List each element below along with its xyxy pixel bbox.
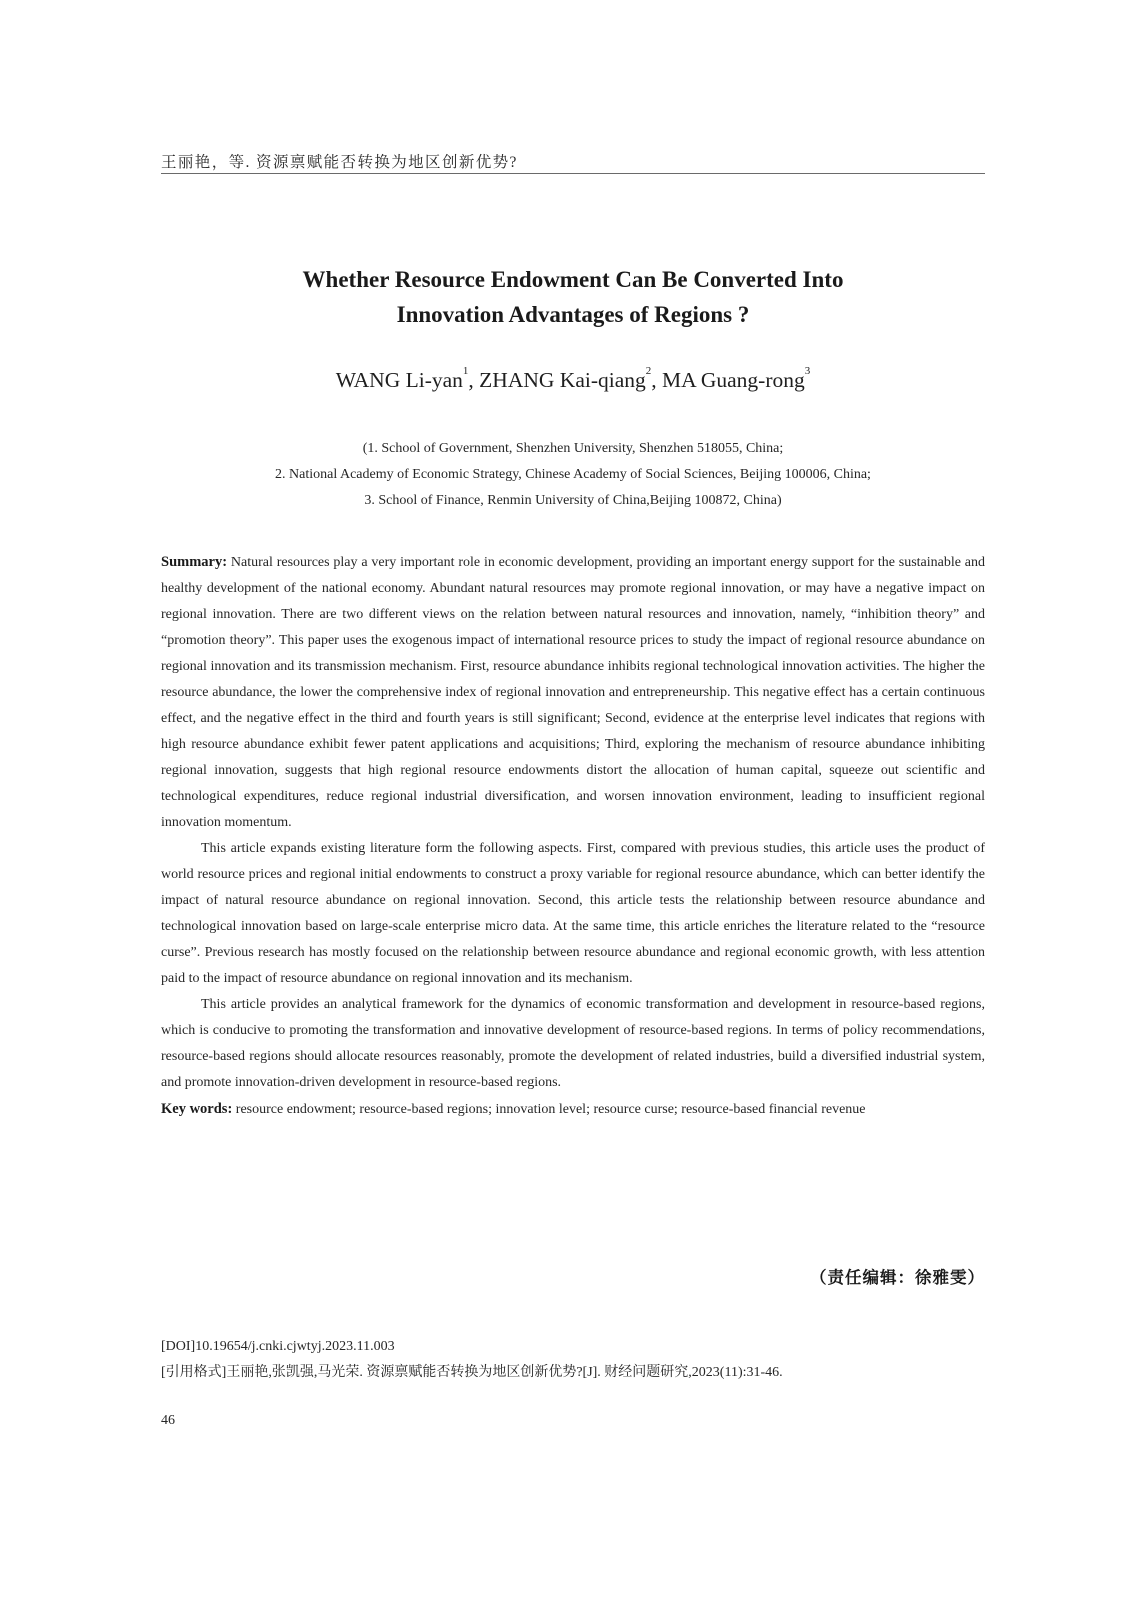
author-list [161,365,985,393]
title-line-1: Whether Resource Endowment Can Be Converted Into [302,267,844,292]
footnotes [161,1334,985,1386]
page-number: 46 [161,1413,175,1428]
keywords-paragraph [161,1096,985,1123]
affiliations [161,436,985,514]
article-title [161,262,985,332]
responsible-editor: （责任编辑：徐雅雯） [810,1268,985,1287]
affiliation-line: 3. School of Finance, Renmin University of China,Beijing 100872, China) [364,493,782,508]
abstract-paragraph [161,549,985,836]
author-name: WANG Li-yan [335,368,463,392]
title-line-2: Innovation Advantages of Regions ? [396,302,750,327]
keywords-text: resource endowment; resource-based regions; innovation level; resource curse; resource-based financial revenue [235,1102,866,1117]
author-affiliation-mark: 2 [645,365,652,377]
keywords-label: Key words: [161,1101,233,1117]
author-affiliation-mark: 1 [462,365,469,377]
header-rule [161,173,985,174]
author-affiliation-mark: 3 [804,365,811,377]
abstract-paragraph: This article expands existing literature form the following aspects. First, compared with previous studies, this article uses the product of world resource prices and regional initial endowments to construct a proxy variable for regional resource abundance, which can better identify the impact of natural resource abundance on regional innovation. Second, this article tests the relationship between resource abundance and technological innovation based on large-scale enterprise micro data. At the same time, this article enriches the literature related to the “resource curse”. Previous research has mostly focused on the relationship between resource abundance and regional economic growth, with less attention paid to the impact of resource abundance on regional innovation and its mechanism. [161,841,985,986]
author-separator: , [651,368,663,392]
doi-line: [DOI]10.19654/j.cnki.cjwtyj.2023.11.003 [161,1339,395,1354]
author-name: MA Guang-rong [662,368,805,392]
abstract-paragraph: This article provides an analytical framework for the dynamics of economic transformation and development in resource-based regions, which is conducive to promoting the transformation and innovative development of resource-based regions. In terms of policy recommendations, resource-based regions should allocate resources reasonably, promote the development of related industries, build a diversified industrial system, and promote innovation-driven development in resource-based regions. [161,997,985,1090]
affiliation-line: (1. School of Government, Shenzhen University, Shenzhen 518055, China; [362,441,784,456]
summary-label: Summary: [161,554,228,570]
affiliation-line: 2. National Academy of Economic Strategy, Chinese Academy of Social Sciences, Beijing 100006, China; [275,467,871,482]
author-separator: , [468,368,480,392]
abstract [161,549,985,1123]
citation-line: [引用格式]王丽艳,张凯强,马光荣. 资源禀赋能否转换为地区创新优势?[J]. 财经问题研究,2023(11):31-46. [161,1365,783,1380]
abstract-text: Natural resources play a very important role in economic development, providing an important energy support for the sustainable and healthy development of the national economy. Abundant natural resources may promote regional innovation, or may have a negative impact on regional innovation. There are two different views on the relation between natural resources and innovation, namely, “inhibition theory” and “promotion theory”. This paper uses the exogenous impact of international resource prices to study the impact of regional resource abundance on regional innovation and its transmission mechanism. First, resource abundance inhibits regional technological innovation activities. The higher the resource abundance, the lower the comprehensive index of regional innovation and entrepreneurship. This negative effect has a certain continuous effect, and the negative effect in the third and fourth years is still significant; Second, evidence at the enterprise level indicates that regions with high resource abundance exhibit fewer patent applications and acquisitions; Third, exploring the mechanism of resource abundance inhibiting regional innovation, suggests that high regional resource endowments distort the allocation of human capital, squeeze out scientific and technological expenditures, reduce regional industrial diversification, and worsen innovation environment, leading to insufficient regional innovation momentum. [161,555,986,830]
running-header: 王丽艳，等. 资源禀赋能否转换为地区创新优势? [161,154,518,171]
author-name: ZHANG Kai-qiang [479,368,646,392]
